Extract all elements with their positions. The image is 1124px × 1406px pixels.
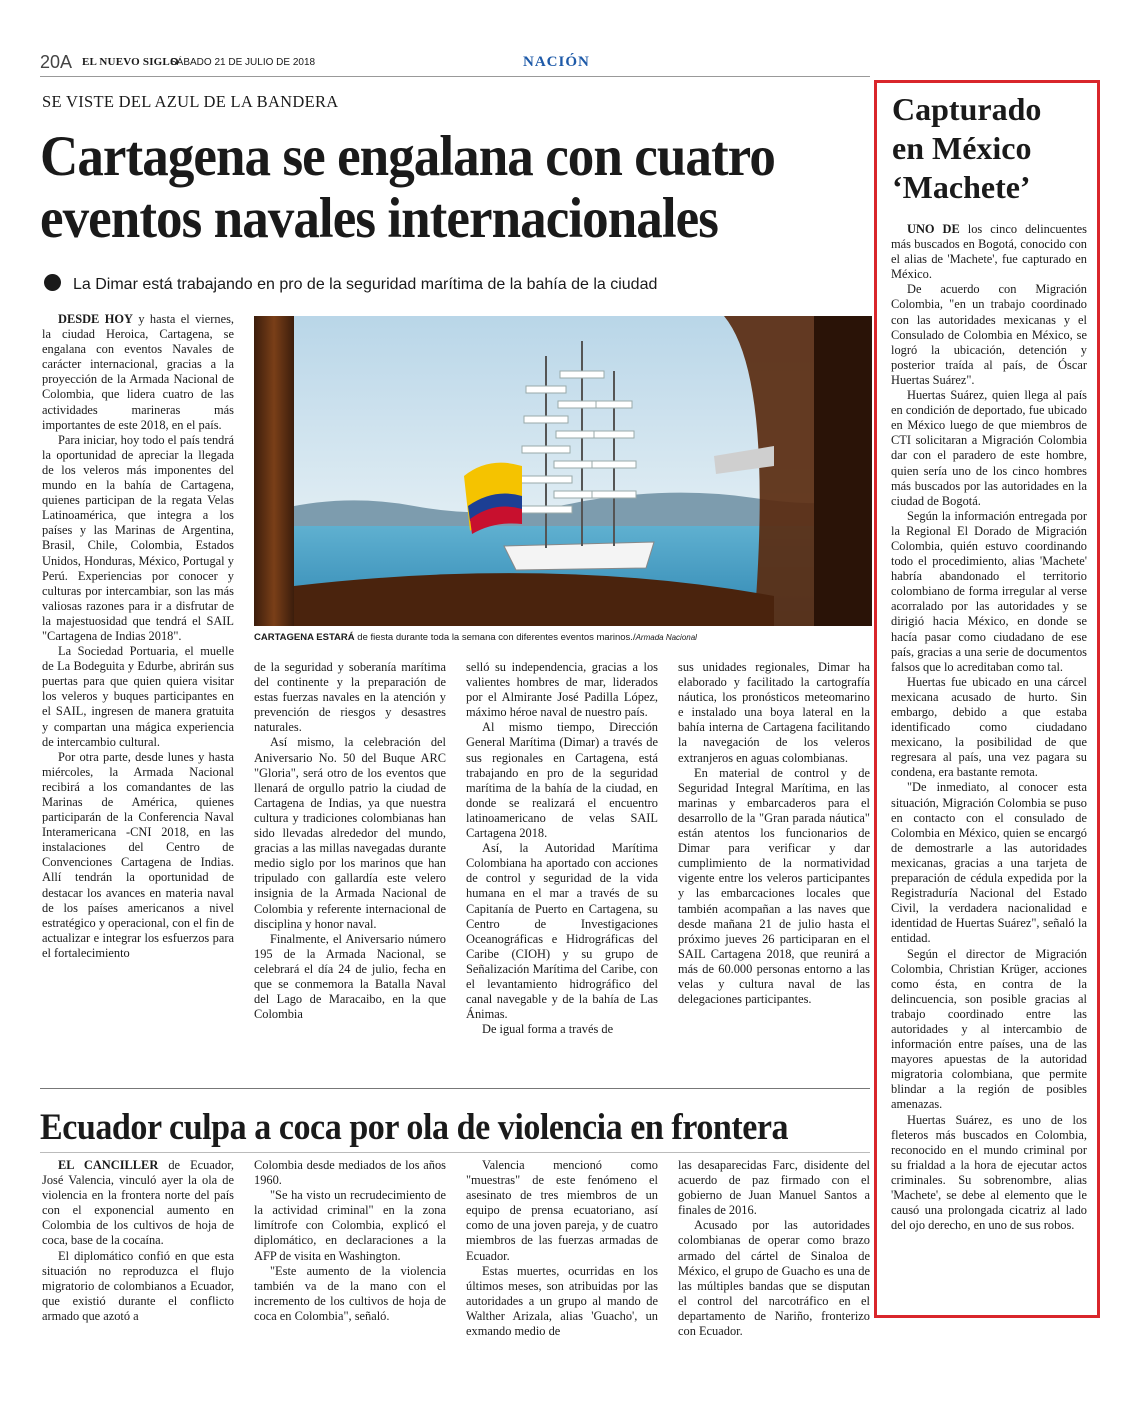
headline-line-2: eventos navales internacionales bbox=[40, 187, 718, 250]
paragraph: Huertas Suárez, es uno de los fleteros más buscados en Colombia, reconocido en el mundo criminal por su frialdad a la hora de ejecutar actos criminales. Su sobrenombre, alias 'Machete', se debe al elemento que le causó una prolongada cicatriz al lado del ojo derecho, en uno de sus robos. bbox=[891, 1112, 1087, 1233]
paragraph: Por otra parte, desde lunes y hasta miércoles, la Armada Nacional recibirá a los comandantes de las Marinas de América, quienes participarán de la Conferencia Naval Interamericana -CNI 2018, en las instalaciones del Centro de Convenciones Cartagena de Indias. Allí tendrán la oportunidad de destacar los avances en materia naval de los países americanos a nivel estratégico y operacional, con el fin de actualizar e integrar los esfuerzos para el fortalecimiento bbox=[42, 749, 234, 960]
page-number: 20A bbox=[40, 52, 73, 72]
headline-rule bbox=[40, 1152, 870, 1153]
paragraph: De igual forma a través de bbox=[482, 1022, 614, 1037]
paragraph: La Sociedad Portuaria, el muelle de La Bodeguita y Edurbe, abrirán sus puertas para que quien quiera visitar los veleros y buques participantes en el SAIL, ingresen de manera gratuita y compartan una mágica experiencia de intercambio cultural. bbox=[42, 644, 234, 749]
paragraph: "Se ha visto un recrudecimiento de la actividad criminal" en la zona limítrofe con Colombia, explicó el diplomático, en declaraciones a la AFP de visita en Washington. bbox=[254, 1188, 446, 1263]
section-label: NACIÓN bbox=[523, 54, 590, 70]
paragraph: Finalmente, el Aniversario número 195 de la Armada Nacional, se celebrará el día 24 de julio, fecha en que se conmemora la Batalla Naval del Lago de Maracaibo, en la que Colombia bbox=[254, 931, 446, 1022]
sailing-ship-image bbox=[254, 316, 872, 626]
paragraph: Acusado por las autoridades colombianas de operar como brazo armado del cártel de Sinaloa de México, el grupo de Guacho es una de las múltiples bandas que se disputan el control del narcotráfico en el departamento de Nariño, fronterizo con Ecuador. bbox=[678, 1218, 870, 1339]
photo-caption bbox=[254, 632, 872, 643]
ship-photo bbox=[254, 316, 872, 626]
article-column-1 bbox=[42, 312, 234, 961]
article-column-2 bbox=[254, 660, 446, 1022]
paragraph: En material de control y de Seguridad Integral Marítima, en las marinas y embarcaderos para el desarrollo de la "Gran parada náutica" están atentos los funcionarios de Dimar para verificar y dar cumplimiento de la normatividad vigente entre los veleros participantes y las embarcaciones locales que también acompañan a las naves que desde mañana 21 de julio hasta el próximo jueves 26 participaran en el SAIL Cartagena 2018, que reunirá a más de 60.000 personas entorno a las velas y cultura naval de las delegaciones participantes. bbox=[678, 765, 870, 1007]
second-column-2 bbox=[254, 1158, 446, 1324]
paragraph: "Este aumento de la violencia también va de la mano con el incremento de los cultivos de hoja de coca en Colombia", señaló. bbox=[254, 1263, 446, 1323]
bullet-icon bbox=[44, 274, 61, 291]
lead-in: EL CANCILLER bbox=[58, 1158, 159, 1172]
paragraph bbox=[891, 222, 1087, 282]
paragraph bbox=[42, 1158, 234, 1249]
publication-date: SÁBADO 21 DE JULIO DE 2018 bbox=[170, 57, 316, 68]
publication-name: EL NUEVO SIGLO bbox=[82, 56, 179, 68]
paragraph: sus unidades regionales, Dimar ha elaborado y facilitado la cartografía náutica, los pronósticos meteomarino e instalado una boya lateral en la bahía interna de Cartagena facilitando la navegación de los veleros extranjeros en aguas colombianas. bbox=[678, 660, 870, 765]
paragraph: selló su independencia, gracias a los valientes hombres de mar, liderados por el Almirante José Padilla López, máximo héroe naval de nuestro país. bbox=[466, 660, 658, 720]
paragraph: Huertas fue ubicado en una cárcel mexicana acusado de hurto. Sin embargo, debido a que estaba identificado como ciudadano mexicano, la posibilidad de que regresara al país, una vez pagara su condena, era bastante remota. bbox=[891, 674, 1087, 780]
lead-in: UNO DE bbox=[907, 222, 960, 236]
paragraph: De acuerdo con Migración Colombia, "en un trabajo coordinado con las autoridades mexicanas y el Consulado de Colombia en México, se logró la ubicación, detención y posterior traída al país, de Óscar Huertas Suárez". bbox=[891, 282, 1087, 387]
article-subhead bbox=[44, 274, 844, 294]
paragraph bbox=[42, 312, 234, 433]
paragraph-text: los cinco delincuentes más buscados en Bogotá, conocido con el alias de 'Machete', fue capturado en México. bbox=[891, 222, 1087, 282]
article-column-4 bbox=[678, 660, 870, 1007]
paragraph: El diplomático confió en que esta situación no reproduzca el flujo migratorio de colombianos a Ecuador, que existió durante el conflicto armado que azotó a bbox=[42, 1248, 234, 1323]
page-header bbox=[40, 52, 1104, 76]
paragraph: "De inmediato, al conocer esta situación, Migración Colombia se puso en contacto con el consulado de Colombia en México, quien se encargó de demostrarle a las autoridades mexicanas, gracias a una tarjeta de preparación de cédula expedida por la Registraduría Nacional del Estado Civil, la verdadera nacionalidad e identidad de Huertas Suárez", señaló la entidad. bbox=[891, 780, 1087, 946]
paragraph: las desaparecidas Farc, disidente del acuerdo de paz firmado con el gobierno de Juan Manuel Santos a finales de 2016. bbox=[678, 1158, 870, 1218]
caption-text: de fiesta durante toda la semana con diferentes eventos marinos./ bbox=[354, 632, 636, 643]
section-divider bbox=[40, 1088, 870, 1089]
paragraph-text: de Ecuador, José Valencia, vinculó ayer la ola de violencia en la frontera norte del país con el exponencial aumento en Colombia de los cultivos de hoja de coca, base de la cocaína. bbox=[42, 1158, 234, 1248]
lead-in: DESDE HOY bbox=[58, 312, 133, 326]
caption-lead: CARTAGENA ESTARÁ bbox=[254, 632, 355, 643]
paragraph: Según la información entregada por la Regional El Dorado de Migración Colombia, quién estuvo coordinando todo el procedimiento, alias 'Machete' habría abandonado el territorio colombiano de forma irregular al verse acorralado por las autoridades y se dirigió hacia México, en donde se hacía pasar como ciudadano de ese país, gracias a una serie de documentos falsos que lo acreditaban como tal. bbox=[891, 508, 1087, 674]
paragraph: Valencia mencionó como "muestras" de este fenómeno el asesinato de tres miembros de un equipo de prensa ecuatoriano, así como de una joven pareja, y de cuatro miembros de las fuerzas armadas de Ecuador. bbox=[466, 1158, 658, 1263]
headline-line-1: Cartagena se engalana con cuatro bbox=[40, 125, 775, 188]
paragraph: Estas muertes, ocurridas en los últimos meses, son atribuidas por las autoridades a un grupo al mando de Walther Arizala, alias 'Guacho', un exmando medio de bbox=[466, 1263, 658, 1339]
paragraph-text: y hasta el viernes, la ciudad Heroica, Cartagena, se engalana con eventos Navales de carácter internacional, gracias a la proyección de la Armada Nacional de Colombia, que lidera cuatro de las actividades marineras más importantes de este 2018, en el país. bbox=[42, 312, 234, 432]
paragraph: Colombia desde mediados de los años 1960. bbox=[254, 1158, 446, 1188]
paragraph: Según el director de Migración Colombia, Christian Krüger, acciones como ésta, en contra de la delincuencia, son posible gracias al trabajo coordinado entre las autoridades y al intercambio de información entre países, una de las mayores apuestas de la autoridad migratoria colombiana, que permite blindar a la región de posibles amenazas. bbox=[891, 946, 1087, 1112]
subhead-text: La Dimar está trabajando en pro de la seguridad marítima de la bahía de la ciudad bbox=[73, 276, 658, 293]
second-headline: Ecuador culpa a coca por ola de violencia en frontera bbox=[40, 1107, 789, 1148]
paragraph: Así, la Autoridad Marítima Colombiana ha aportado con acciones de control y seguridad de la vida humana en el mar a través de su Capitanía de Puerto en Cartagena, su Centro de Investigaciones Oceanográficas e Hidrográficas del Caribe (CIOH) y su grupo de Señalización Marítima del Caribe, con el levantamiento hidrográfico del canal navegable y de la bahía de Las Ánimas. bbox=[466, 841, 658, 1022]
sidebar-title bbox=[892, 90, 1092, 207]
paragraph: Así mismo, la celebración del Aniversario No. 50 del Buque ARC "Gloria", será otro de los eventos que llenará de orgullo patrio la ciudad de Cartagena de Indias, ya que nuestra cultura y tradiciones colombianas han sido llevadas alrededor del mundo, gracias a las millas navegadas durante medio siglo por los marinos que han tripulado con gallardía este velero insignia de la Armada Nacional de Colombia y referente internacional de disciplina y honor naval. bbox=[254, 735, 446, 931]
paragraph: de la seguridad y soberanía marítima del continente y la preparación de estas fuerzas navales en la atención y prevención de riesgos y desastres naturales. bbox=[254, 660, 446, 735]
article-kicker: SE VISTE DEL AZUL DE LA BANDERA bbox=[42, 92, 339, 111]
sidebar-title-line-2: en México bbox=[892, 130, 1032, 166]
second-column-3 bbox=[466, 1158, 658, 1339]
second-column-1 bbox=[42, 1158, 234, 1324]
article-column-3 bbox=[466, 660, 658, 1037]
paragraph: Al mismo tiempo, Dirección General Marítima (Dimar) a través de sus regionales en Cartagena, está trabajando en pro de la seguridad marítima de la bahía de la ciudad, en donde se realizará el encuentro latinoamericano de velas SAIL Cartagena 2018. bbox=[466, 720, 658, 841]
second-column-4 bbox=[678, 1158, 870, 1339]
article-headline bbox=[40, 126, 803, 250]
sidebar-article bbox=[891, 222, 1087, 1233]
sidebar-title-line-1: Capturado bbox=[892, 91, 1042, 127]
photo-credit: Armada Nacional bbox=[635, 633, 697, 642]
paragraph: Para iniciar, hoy todo el país tendrá la oportunidad de apreciar la llegada de los veleros más imponentes del mundo en la bahía de Cartagena, quienes participan de la regata Velas Latinoamérica, que integra a los países y las Marinas de Argentina, Brasil, Chile, Colombia, Estados Unidos, Honduras, México, Portugal y Perú. Experiencias por conocer y culturas por intercambiar, son las más valiosas razones para ir a disfrutar de la majestuosidad que tendrá el SAIL "Cartagena de Indias 2018". bbox=[42, 432, 234, 643]
paragraph: Huertas Suárez, quien llega al país en condición de deportado, fue ubicado en México luego de que miembros de CTI solicitaran a Migración Colombia dar con el paradero de este hombre, quien sería uno de los cinco hombres más buscados por las autoridades en la ciudad de Bogotá. bbox=[891, 388, 1087, 508]
header-rule bbox=[40, 76, 870, 77]
sidebar-title-line-3: ‘Machete’ bbox=[892, 169, 1031, 205]
